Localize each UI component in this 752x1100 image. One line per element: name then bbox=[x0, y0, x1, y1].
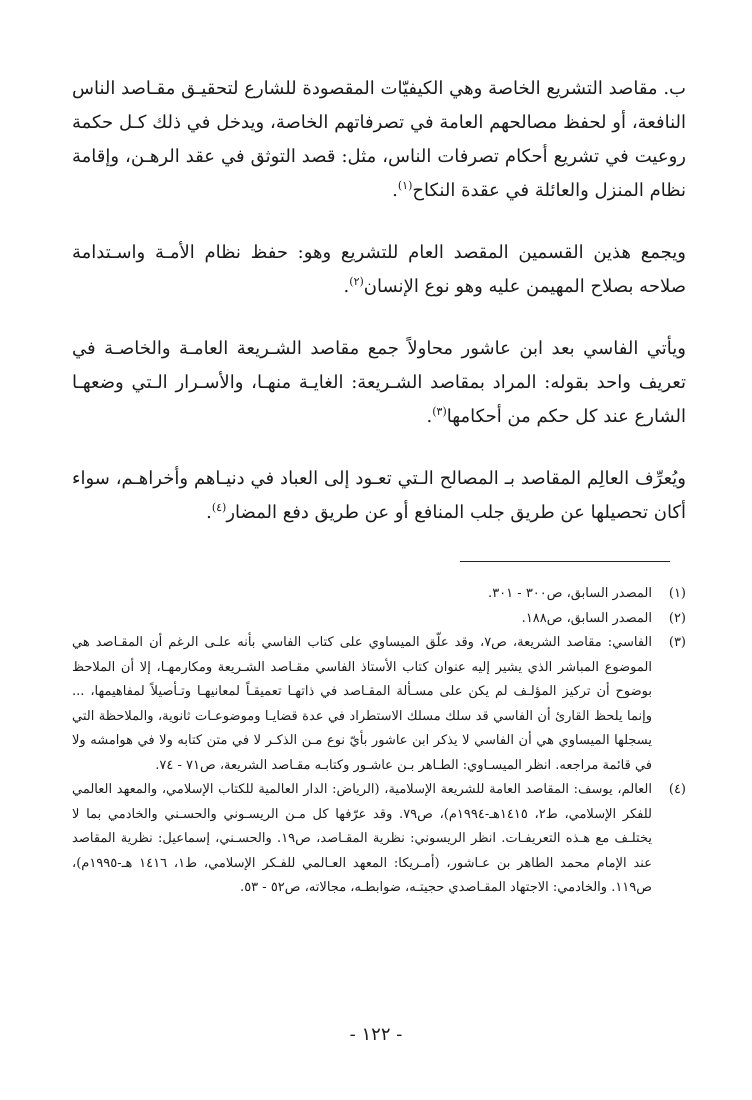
footnote-4 bbox=[72, 778, 686, 901]
footnote-1 bbox=[72, 582, 686, 607]
paragraph-1 bbox=[72, 72, 686, 208]
footnote-number: (١) bbox=[668, 586, 686, 601]
footnotes bbox=[72, 582, 686, 901]
sentence-end: . bbox=[206, 502, 212, 523]
main-text bbox=[72, 72, 686, 530]
footnote-3 bbox=[72, 631, 686, 778]
footnote-number: (٢) bbox=[668, 610, 686, 626]
footnote-text: المصدر السابق، ص١٨٨. bbox=[521, 610, 652, 626]
paragraph-text: ويجمع هذين القسمين المقصد العام للتشريع وهو: حفظ نظام الأمـة واسـتدامة صلاحه بصلاح المهيمن عليه وهو نوع الإنسان bbox=[72, 242, 686, 297]
page-number: - ١٢٢ - bbox=[349, 1024, 403, 1045]
footnote-text: المصدر السابق، ص٣٠٠ - ٣٠١. bbox=[488, 586, 652, 601]
footnote-text: الفاسي: مقاصد الشريعة، ص٧، وقد علّق الميساوي على كتاب الفاسي بأنه علـى الرغم أن المقـاصد هي الموضوع المباشر الذي يشير إليه عنوان كتاب الأستاذ الفاسي مقـاصد الشـريعة ومكارمهـا، إلا أن الملاحظ بوضوح أن تركيز المؤلـف لم يكن على مسـألة المقـاصد في ذاتهـا تعميقـاً لمعانيهـا وتـأصيلاً لمفاهيمها، ... وإنما يلحظ القارئ أن الفاسي قد سلك مسلك الاستطراد في عدة قضايـا وموضوعـات ثانوية، والملاحظة التي يسجلها الميساوي هي أن الفاسي لا يذكر ابن عاشور بأيّ نوع مـن الذكـر لا في متن كتابه ولا في هوامشه ولا في قائمة مراجعه. انظر الميسـاوي: الطـاهر بـن عاشـور وكتابـه مقـاصد الشريعة، ص٧١ - ٧٤. bbox=[72, 635, 652, 773]
paragraph-text: ويُعرِّف العالِم المقاصد بـ المصالح الـتي تعـود إلى العباد في دنيـاهم وأخراهـم، سواء أكان تحصيلها عن طريق جلب المنافع أو عن طريق دفع المضار bbox=[72, 468, 686, 523]
footnote-ref-4: (٤) bbox=[211, 501, 227, 514]
footnote-ref-2: (٢) bbox=[349, 275, 364, 288]
paragraph-2 bbox=[72, 236, 686, 304]
footnote-ref-1: (١) bbox=[397, 179, 413, 192]
paragraph-text: ويأتي الفاسي بعد ابن عاشور محاولاً جمع مقاصد الشـريعة العامـة والخاصـة في تعريف واحد بقوله: المراد بمقاصد الشـريعة: الغايـة منهـا، والأسـرار الـتي وضعهـا الشارع عند كل حكم من أحكامها bbox=[72, 338, 686, 427]
footnote-separator bbox=[460, 561, 670, 562]
sentence-end: . bbox=[426, 406, 433, 427]
footnote-ref-3: (٣) bbox=[432, 405, 447, 418]
paragraph-3 bbox=[72, 332, 686, 434]
footnote-number: (٣) bbox=[668, 635, 686, 650]
footnote-number: (٤) bbox=[668, 782, 686, 797]
sentence-end: . bbox=[343, 276, 350, 297]
paragraph-4 bbox=[72, 462, 686, 530]
footnote-2 bbox=[72, 607, 686, 632]
footnote-text: العالم، يوسف: المقاصد العامة للشريعة الإسلامية، (الرياض: الدار العالمية للكتاب الإسلامي، والمعهد العالمي للفكر الإسلامي، ط٢، ١٤١٥هـ-١٩٩٤م)، ص٧٩. وقد عرّفها كل مـن الريسـوني والحسـني والخادمي بما لا يختلـف مع هـذه التعريفـات. انظر الريسوني: نظرية المقـاصد، ص١٩. والحسـني، إسماعيل: نظرية المقاصد عند الإمام محمد الطاهر بن عـاشور، (أمـريكا: المعهد العـالمي للفـكر الإسلامي، ط١، ١٤١٦ هـ-١٩٩٥م)، ص١١٩. والخادمي: الاجتهاد المقـاصدي حجيتـه، ضوابطـه، مجالاته، ص٥٢ - ٥٣. bbox=[72, 782, 653, 895]
paragraph-text: ب. مقاصد التشريع الخاصة وهي الكيفيّات المقصودة للشارع لتحقيـق مقـاصد الناس النافعة، أو لحفظ مصالحهم العامة في تصرفاتهم الخاصة، ويدخل في ذلك كـل حكمة روعيت في تشريع أحكام تصرفات الناس، مثل: قصد التوثق في عقد الرهـن، وإقامة نظام المنزل والعائلة في عقدة النكاح bbox=[72, 78, 686, 201]
sentence-end: . bbox=[392, 180, 398, 201]
